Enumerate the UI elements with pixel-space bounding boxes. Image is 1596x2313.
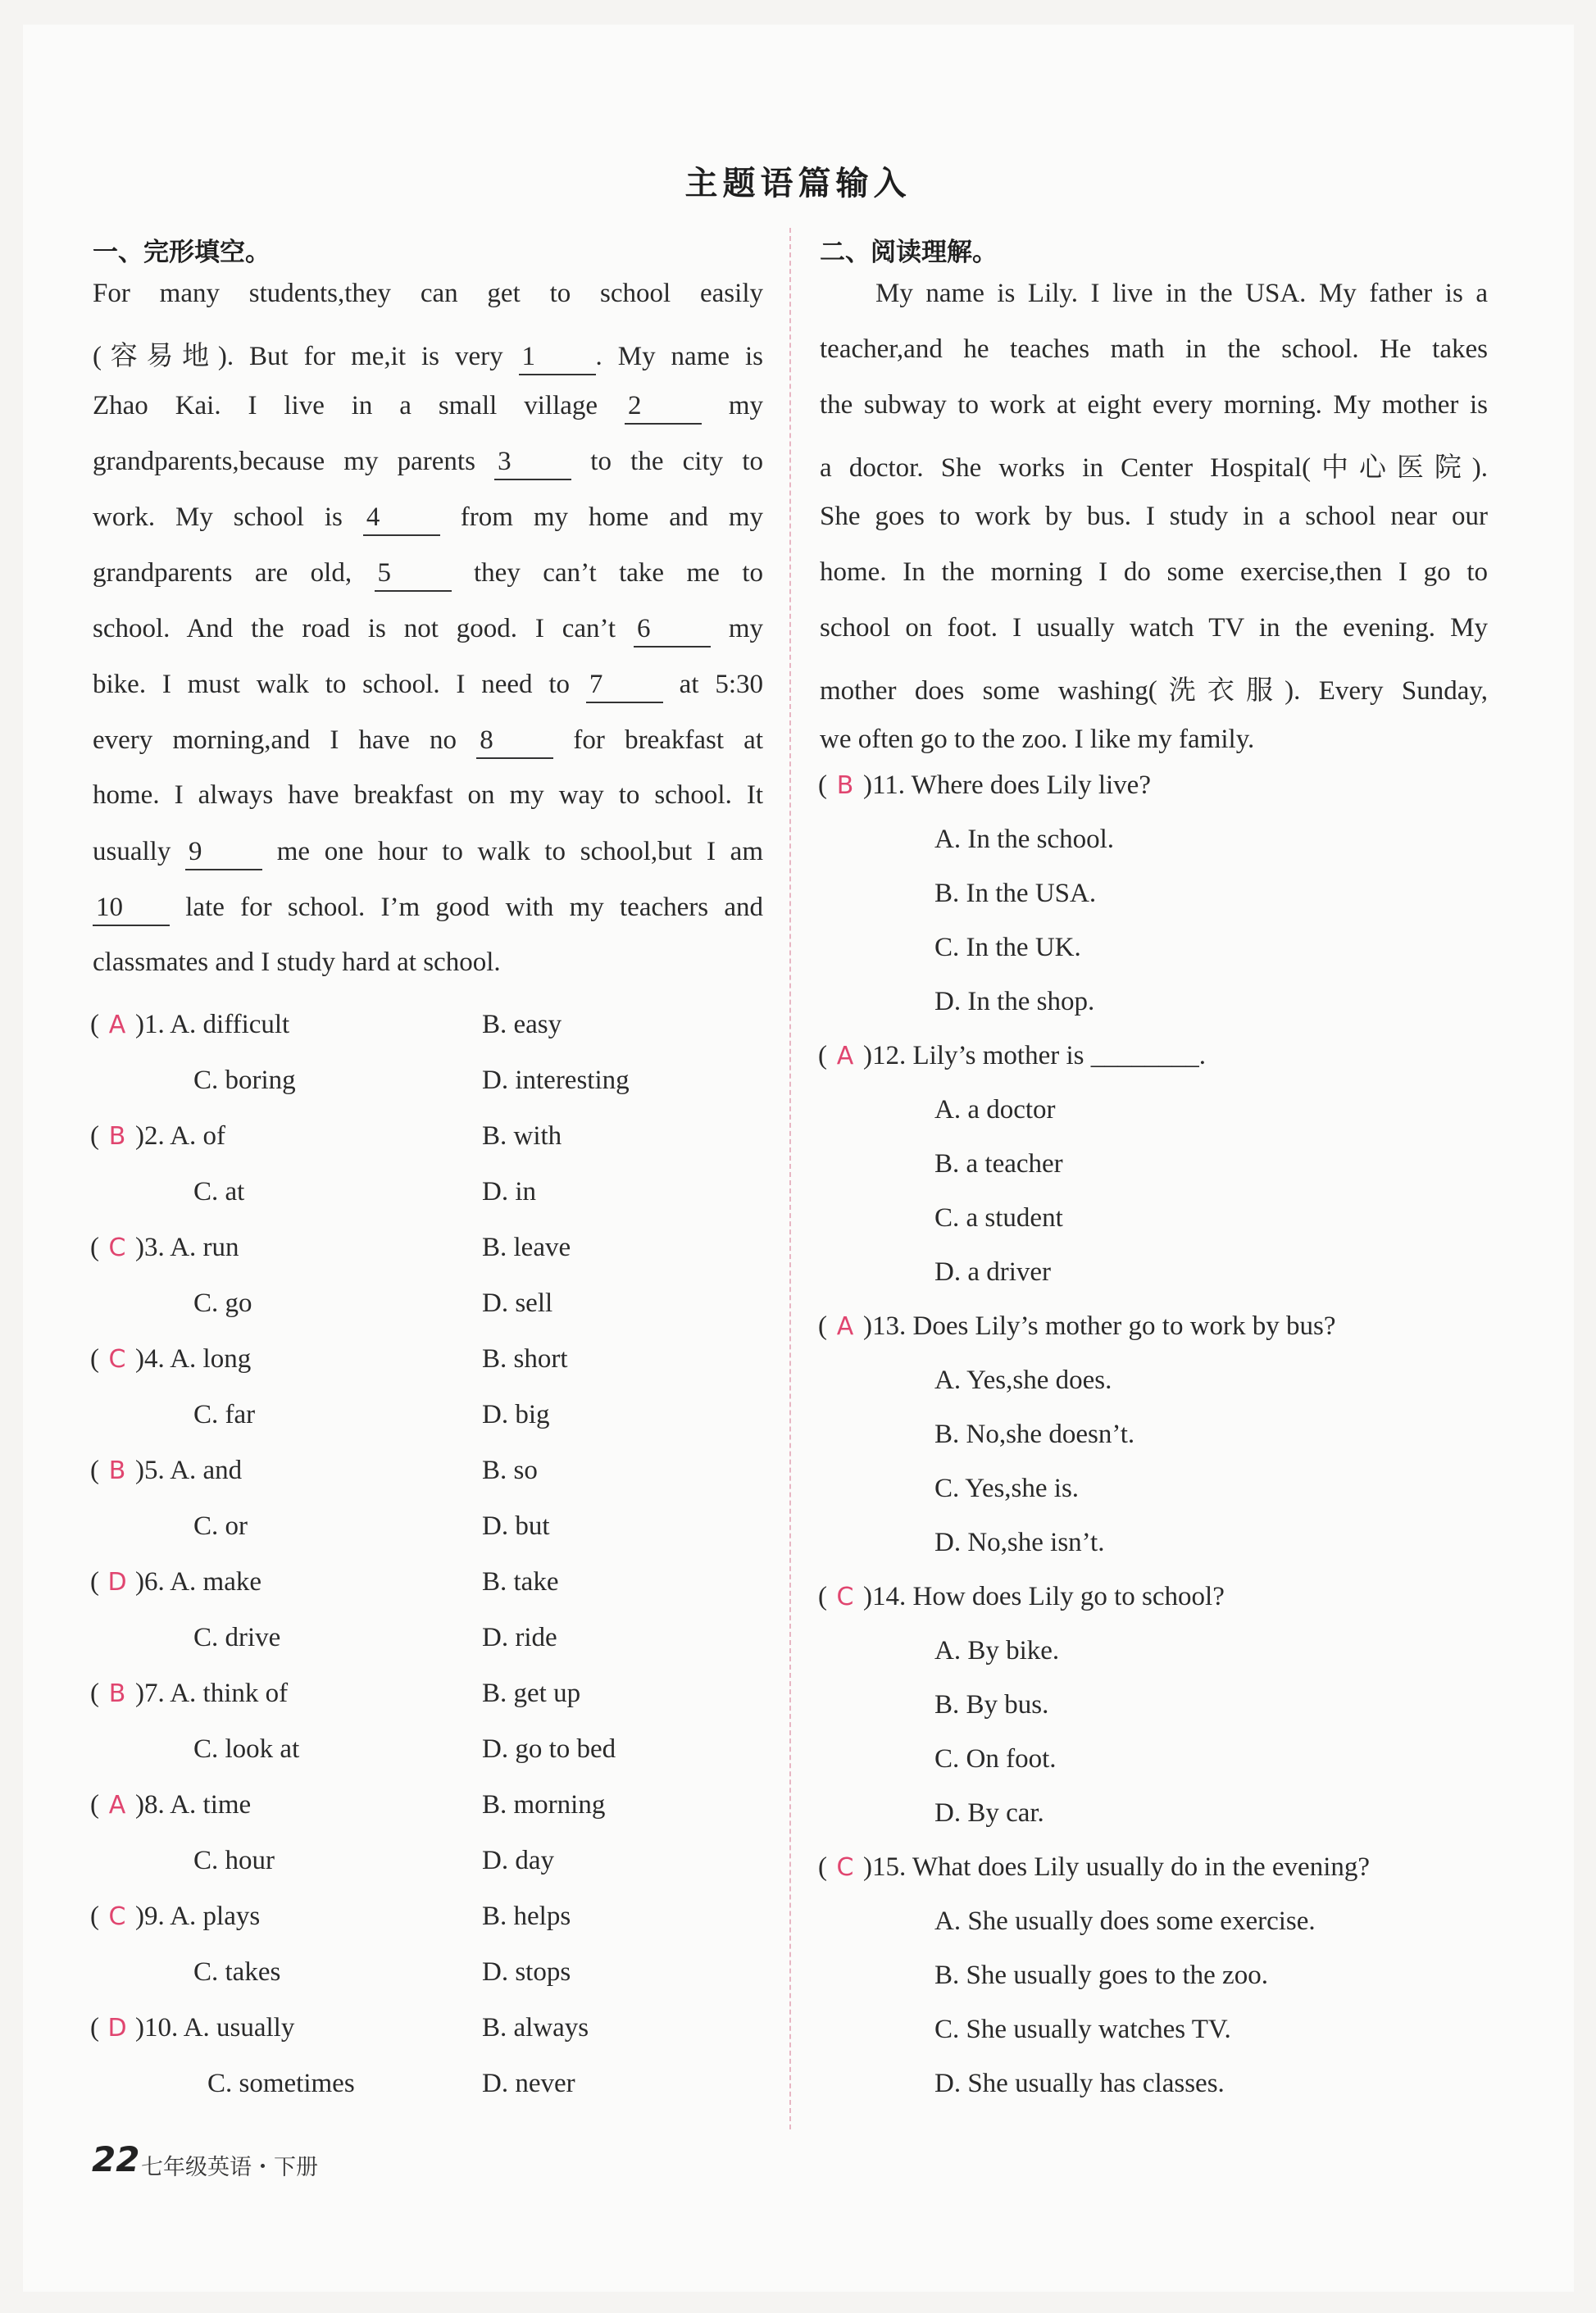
answer-mark: B xyxy=(108,1456,126,1485)
option-c: C. at xyxy=(193,1177,245,1206)
passage-text: school. And the road is not good. I can’t xyxy=(93,614,634,643)
option-a: A. She usually does some exercise. xyxy=(934,1906,1316,1936)
cloze-question-2: ( B )2. A. of xyxy=(90,1121,226,1151)
answer-mark: C xyxy=(108,1345,126,1374)
answer-mark: D xyxy=(107,2014,127,2043)
answer-mark: B xyxy=(108,1122,126,1151)
passage-line: we often go to the zoo. I like my family. xyxy=(820,725,1255,754)
blank-10: 10 xyxy=(93,892,170,926)
option-d: D. in xyxy=(482,1177,536,1206)
answer-mark: C xyxy=(836,1853,854,1882)
passage-text: grandparents are old, xyxy=(93,558,375,588)
passage-text: work. My school is xyxy=(93,502,363,532)
passage-line: a doctor. She works in Center Hospital(中心医院). xyxy=(820,453,1488,483)
passage-text: me one hour to walk to school,but I am xyxy=(262,837,763,866)
passage-line: school on foot. I usually watch TV in the evening. My xyxy=(820,613,1488,643)
passage-line: teacher,and he teaches math in the school. He takes xyxy=(820,334,1488,364)
option-b: B. with xyxy=(482,1121,562,1151)
cloze-question-3: ( C )3. A. run xyxy=(90,1233,239,1262)
option-a: A. long xyxy=(170,1344,252,1374)
question-number: )4. xyxy=(135,1344,165,1374)
passage-line: My name is Lily. I live in the USA. My father is a xyxy=(875,279,1488,308)
passage-text: bike. I must walk to school. I need to xyxy=(93,670,586,699)
blank-8: 8 xyxy=(476,725,553,759)
option-b: B. In the USA. xyxy=(934,879,1097,908)
passage-text: every morning,and I have no xyxy=(93,725,477,755)
passage-line xyxy=(93,947,763,1003)
page-number: 22 xyxy=(92,2139,140,2179)
blank-2: 2 xyxy=(625,390,702,425)
passage-text: my xyxy=(710,614,763,643)
option-c: C. hour xyxy=(193,1846,275,1875)
option-b: B. get up xyxy=(482,1679,581,1708)
option-c: C. boring xyxy=(193,1066,296,1095)
option-c: C. In the UK. xyxy=(934,933,1081,962)
answer-mark: C xyxy=(108,1902,126,1931)
passage-text: classmates and I study hard at school. xyxy=(93,947,501,977)
option-c: C. a student xyxy=(934,1203,1063,1233)
option-a: A. difficult xyxy=(170,1010,290,1039)
option-d: D. go to bed xyxy=(482,1734,616,1764)
cloze-question-6: ( D )6. A. make xyxy=(90,1567,261,1597)
question-number: )8. xyxy=(135,1790,165,1820)
cloze-passage xyxy=(93,279,763,1003)
option-c: C. drive xyxy=(193,1623,281,1652)
option-b: B. easy xyxy=(482,1010,562,1039)
option-d: D. day xyxy=(482,1846,554,1875)
passage-text: at 5:30 xyxy=(662,670,763,699)
option-b: B. No,she doesn’t. xyxy=(934,1420,1135,1449)
passage-line xyxy=(93,613,763,669)
option-d: D. big xyxy=(482,1400,550,1429)
cloze-question-5: ( B )5. A. and xyxy=(90,1456,243,1485)
blank-7: 7 xyxy=(586,669,663,703)
answer-mark: A xyxy=(108,1791,126,1820)
passage-text: Zhao Kai. I live in a small village xyxy=(93,391,625,420)
answer-mark: A xyxy=(836,1312,854,1341)
blank-9: 9 xyxy=(185,836,262,870)
page-title: 主题语篇输入 xyxy=(684,165,912,202)
option-c: C. look at xyxy=(193,1734,300,1764)
option-d: D. but xyxy=(482,1511,550,1541)
passage-line xyxy=(93,780,763,836)
section-2-heading: 二、阅读理解。 xyxy=(820,238,998,267)
passage-text: For many students,they can get to school easily xyxy=(93,279,763,308)
blank-6: 6 xyxy=(634,613,711,648)
reading-question-14: ( C )14. How does Lily go to school? xyxy=(818,1582,1225,1611)
passage-line xyxy=(93,334,763,390)
option-b: B. She usually goes to the zoo. xyxy=(934,1961,1268,1990)
question-number: )9. xyxy=(135,1902,165,1931)
passage-line xyxy=(93,279,763,334)
option-a: A. plays xyxy=(170,1902,261,1931)
answer-mark: C xyxy=(836,1583,854,1611)
passage-line: home. In the morning I do some exercise,then I go to xyxy=(820,557,1488,587)
question-number: )2. xyxy=(135,1121,165,1151)
question-stem: )15. What does Lily usually do in the evening? xyxy=(863,1852,1371,1882)
column-divider xyxy=(789,228,791,2129)
question-number: )7. xyxy=(135,1679,165,1708)
passage-text: to the city to xyxy=(571,447,763,476)
passage-line xyxy=(93,836,763,892)
passage-text: . My name is xyxy=(595,342,763,371)
reading-question-12: ( A )12. Lily’s mother is ________. xyxy=(818,1041,1206,1070)
answer-mark: C xyxy=(108,1234,126,1262)
reading-question-15: ( C )15. What does Lily usually do in the evening? xyxy=(818,1852,1371,1882)
option-b: B. take xyxy=(482,1567,559,1597)
option-d: D. stops xyxy=(482,1957,571,1987)
option-c: C. go xyxy=(193,1288,252,1318)
passage-line xyxy=(93,446,763,502)
option-d: D. never xyxy=(482,2069,575,2098)
option-b: B. helps xyxy=(482,1902,571,1931)
passage-line xyxy=(93,557,763,613)
option-a: A. usually xyxy=(183,2013,295,2043)
passage-line xyxy=(93,725,763,780)
cloze-question-4: ( C )4. A. long xyxy=(90,1344,252,1374)
question-number: )6. xyxy=(135,1567,165,1597)
option-d: D. ride xyxy=(482,1623,557,1652)
passage-line xyxy=(93,502,763,557)
blank-4: 4 xyxy=(363,502,440,536)
passage-line xyxy=(93,390,763,446)
option-c: C. She usually watches TV. xyxy=(934,2015,1231,2044)
passage-text: (容易地). But for me,it is very xyxy=(93,342,519,371)
blank-1: 1 xyxy=(519,341,596,375)
option-a: A. of xyxy=(170,1121,226,1151)
option-d: D. interesting xyxy=(482,1066,630,1095)
option-d: D. By car. xyxy=(934,1798,1044,1828)
answer-mark: B xyxy=(108,1679,126,1708)
passage-text: home. I always have breakfast on my way to school. It xyxy=(93,780,763,810)
passage-line xyxy=(93,669,763,725)
option-d: D. a driver xyxy=(934,1257,1052,1287)
blank-5: 5 xyxy=(375,557,452,592)
option-b: B. leave xyxy=(482,1233,571,1262)
question-number: )10. xyxy=(135,2013,179,2043)
option-a: A. and xyxy=(170,1456,243,1485)
option-a: A. run xyxy=(170,1233,239,1262)
option-c: C. On foot. xyxy=(934,1744,1057,1774)
book-name: 七年级英语・下册 xyxy=(141,2155,318,2180)
answer-mark: A xyxy=(836,1042,854,1070)
option-d: D. No,she isn’t. xyxy=(934,1528,1105,1557)
answer-mark: B xyxy=(836,771,854,800)
cloze-question-8: ( A )8. A. time xyxy=(90,1790,252,1820)
reading-question-11: ( B )11. Where does Lily live? xyxy=(818,770,1151,800)
blank-3: 3 xyxy=(494,446,571,480)
option-c: C. takes xyxy=(193,1957,281,1987)
option-d: D. In the shop. xyxy=(934,987,1095,1016)
cloze-question-1: ( A )1. A. difficult xyxy=(90,1010,290,1039)
question-stem: )12. Lily’s mother is ________. xyxy=(863,1041,1206,1070)
option-d: D. She usually has classes. xyxy=(934,2069,1225,2098)
passage-text: usually xyxy=(93,837,186,866)
passage-text: grandparents,because my parents xyxy=(93,447,495,476)
cloze-question-7: ( B )7. A. think of xyxy=(90,1679,289,1708)
option-b: B. a teacher xyxy=(934,1149,1063,1179)
option-b: B. so xyxy=(482,1456,538,1485)
option-b: B. always xyxy=(482,2013,589,2043)
question-stem: )14. How does Lily go to school? xyxy=(863,1582,1225,1611)
option-a: A. a doctor xyxy=(934,1095,1056,1125)
option-a: A. time xyxy=(170,1790,252,1820)
cloze-question-9: ( C )9. A. plays xyxy=(90,1902,261,1931)
passage-text: my xyxy=(701,391,763,420)
passage-text: from my home and my xyxy=(439,502,763,532)
option-b: B. short xyxy=(482,1344,568,1374)
passage-line: She goes to work by bus. I study in a school near our xyxy=(820,502,1488,531)
cloze-question-10: ( D )10. A. usually xyxy=(90,2013,295,2043)
reading-passage xyxy=(820,279,1488,780)
option-b: B. morning xyxy=(482,1790,606,1820)
option-a: A. Yes,she does. xyxy=(934,1366,1112,1395)
option-c: C. far xyxy=(193,1400,256,1429)
passage-line xyxy=(93,892,763,947)
question-number: )1. xyxy=(135,1010,165,1039)
answer-mark: A xyxy=(108,1011,126,1039)
option-a: A. By bike. xyxy=(934,1636,1060,1665)
passage-text: late for school. I’m good with my teachers and xyxy=(170,893,763,922)
question-number: )3. xyxy=(135,1233,165,1262)
question-stem: )11. Where does Lily live? xyxy=(863,770,1151,800)
option-a: A. make xyxy=(170,1567,261,1597)
passage-text: they can’t take me to xyxy=(451,558,763,588)
option-c: C. sometimes xyxy=(207,2069,355,2098)
option-b: B. By bus. xyxy=(934,1690,1049,1720)
answer-mark: D xyxy=(107,1568,127,1597)
reading-question-13: ( A )13. Does Lily’s mother go to work by bus? xyxy=(818,1311,1336,1341)
passage-line: mother does some washing(洗衣服). Every Sunday, xyxy=(820,676,1488,706)
option-d: D. sell xyxy=(482,1288,553,1318)
passage-line: the subway to work at eight every morning. My mother is xyxy=(820,390,1488,420)
option-c: C. Yes,she is. xyxy=(934,1474,1080,1503)
option-c: C. or xyxy=(193,1511,248,1541)
passage-text: for breakfast at xyxy=(553,725,763,755)
option-a: A. think of xyxy=(170,1679,289,1708)
section-1-heading: 一、完形填空。 xyxy=(93,238,271,267)
question-stem: )13. Does Lily’s mother go to work by bus? xyxy=(863,1311,1336,1341)
question-number: )5. xyxy=(135,1456,165,1485)
option-a: A. In the school. xyxy=(934,825,1115,854)
